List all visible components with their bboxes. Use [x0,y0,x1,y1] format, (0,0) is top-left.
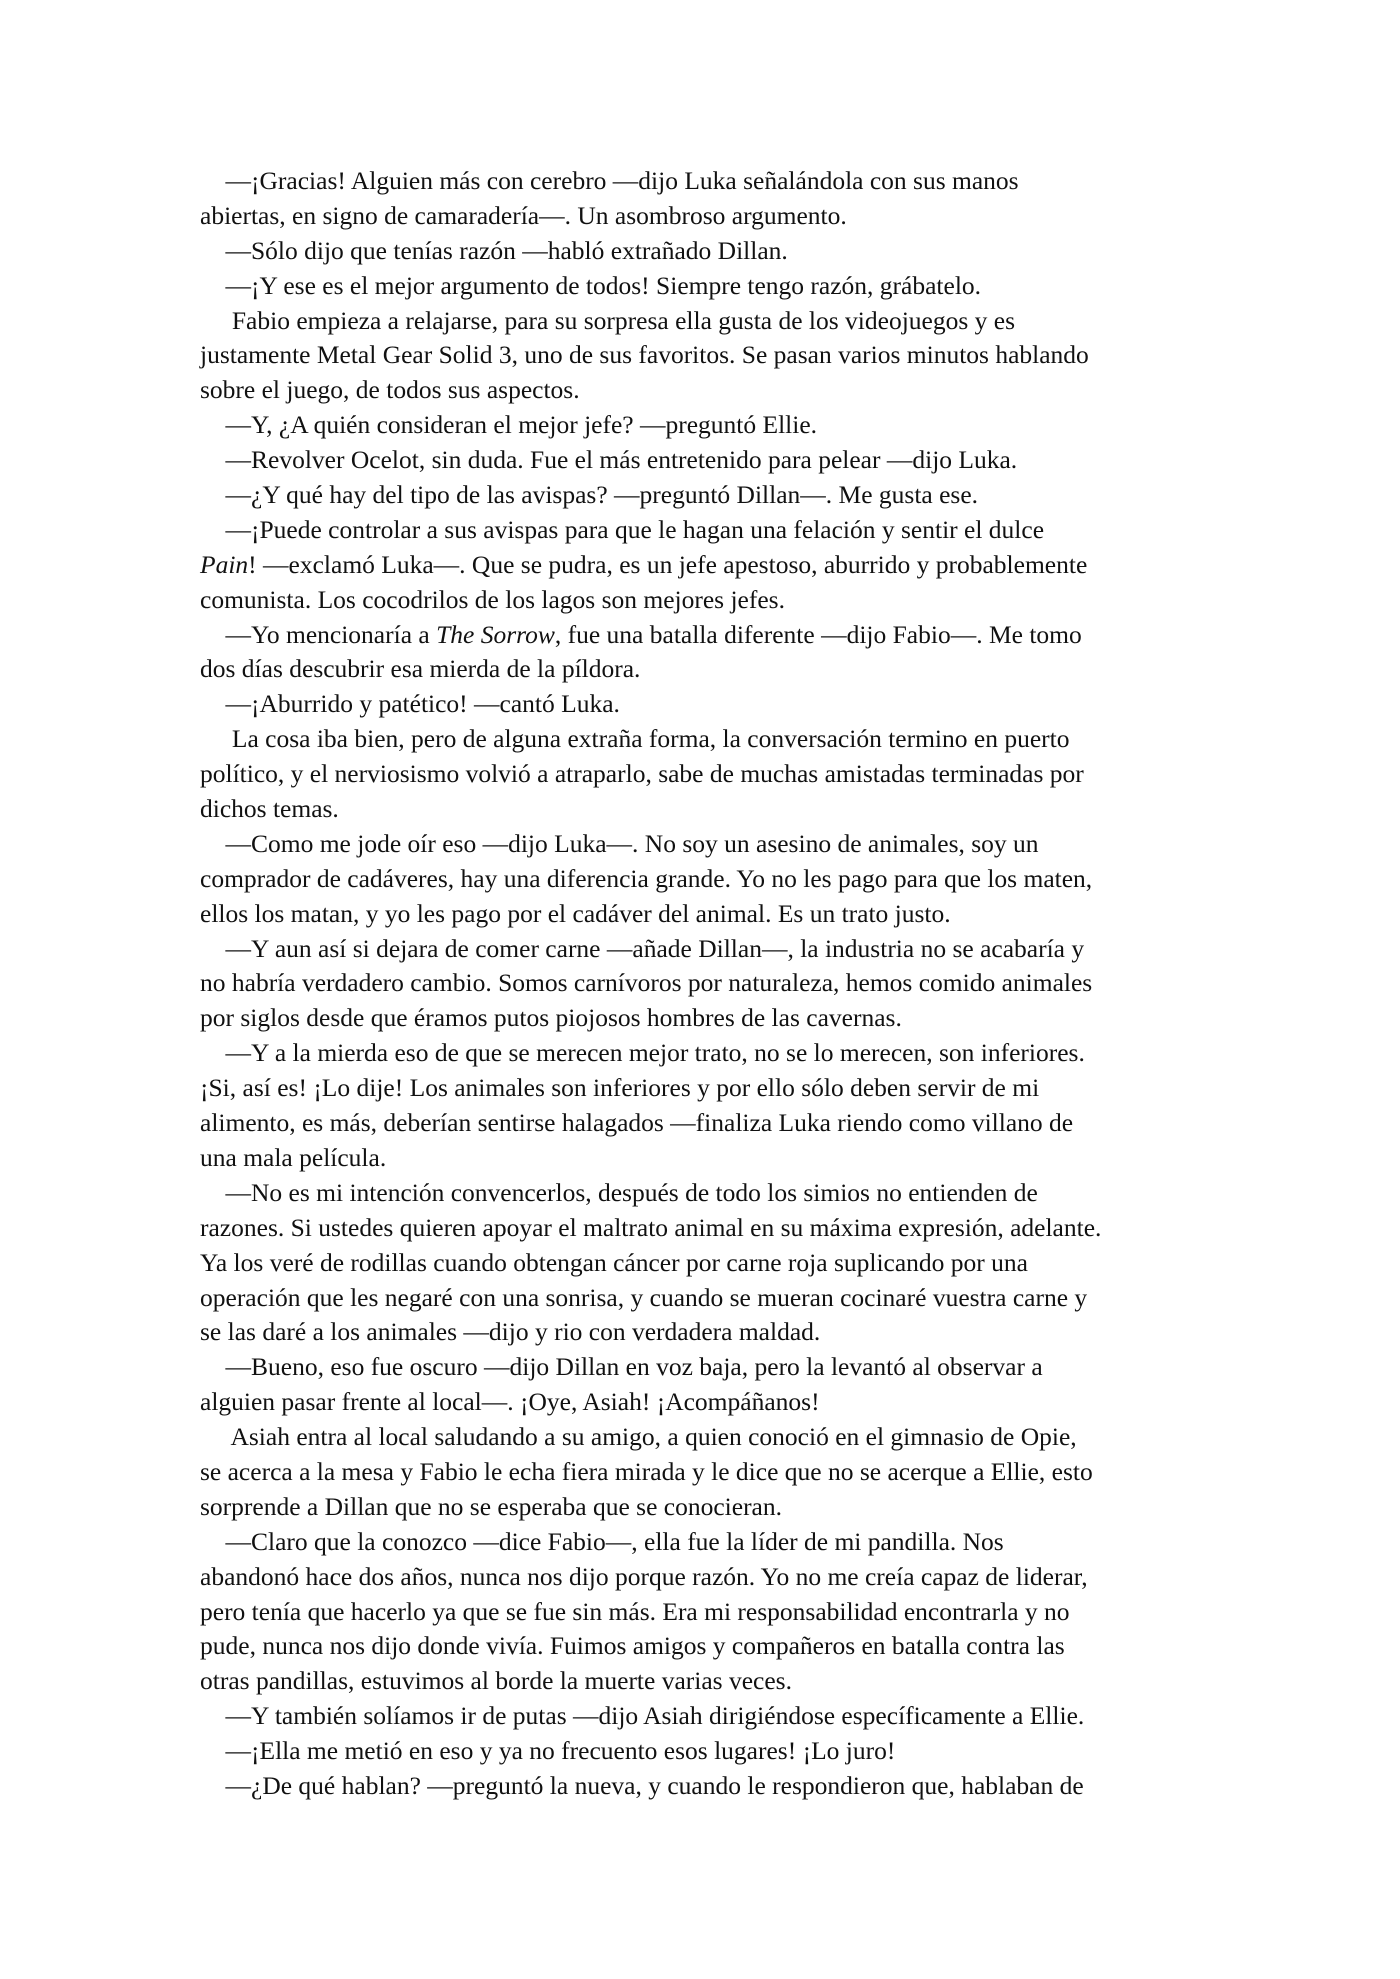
text-line: dos días descubrir esa mierda de la píldora. [200,654,641,684]
text-line: por siglos desde que éramos putos piojosos hombres de las cavernas. [200,1003,902,1033]
text-line: —¡Y ese es el mejor argumento de todos! Siempre tengo razón, grábatelo. [200,270,982,300]
text-line: dichos temas. [200,794,339,824]
text-line: Fabio empieza a relajarse, para su sorpresa ella gusta de los videojuegos y es [200,305,1016,335]
text-line: abiertas, en signo de camaradería—. Un asombroso argumento. [200,200,847,230]
text-line: —¡Aburrido y patético! —cantó Luka. [200,689,620,719]
text-line: justamente Metal Gear Solid 3, uno de sus favoritos. Se pasan varios minutos hablando [200,340,1089,370]
text-line: comunista. Los cocodrilos de los lagos son mejores jefes. [200,584,785,614]
text-line: —¡Ella me metió en eso y ya no frecuento esos lugares! ¡Lo juro! [200,1736,896,1766]
text-line [200,548,1200,583]
text-line: Ya los veré de rodillas cuando obtengan cáncer por carne roja suplicando por una [200,1247,1028,1277]
text-line-segment: —Yo mencionaría a [200,619,437,649]
text-line: Asiah entra al local saludando a su amigo, a quien conoció en el gimnasio de Opie, [200,1422,1077,1452]
text-line: —Y también solíamos ir de putas —dijo Asiah dirigiéndose específicamente a Ellie. [200,1701,1085,1731]
text-line: —Y, ¿A quién consideran el mejor jefe? —preguntó Ellie. [200,410,818,440]
text-line: —No es mi intención convencerlos, después de todo los simios no entienden de [200,1177,1038,1207]
text-line: político, y el nerviosismo volvió a atraparlo, sabe de muchas amistadas terminadas por [200,759,1084,789]
text-line: —Y a la mierda eso de que se merecen mejor trato, no se lo merecen, son inferiores. [200,1038,1085,1068]
body-text [200,164,1200,1804]
text-line: —Bueno, eso fue oscuro —dijo Dillan en voz baja, pero la levantó al observar a [200,1352,1043,1382]
text-line: pude, nunca nos dijo donde vivía. Fuimos amigos y compañeros en batalla contra las [200,1631,1065,1661]
text-line: —¡Gracias! Alguien más con cerebro —dijo Luka señalándola con sus manos [200,166,1019,195]
text-line: se acerca a la mesa y Fabio le echa fiera mirada y le dice que no se acerque a Ellie, esto [200,1456,1093,1486]
text-line: abandonó hace dos años, nunca nos dijo porque razón. Yo no me creía capaz de liderar, [200,1561,1088,1591]
text-line: operación que les negaré con una sonrisa, y cuando se mueran cocinaré vuestra carne y [200,1282,1088,1312]
italic-title: Pain [200,549,249,579]
italic-title: The Sorrow [436,619,555,649]
text-line: sobre el juego, de todos sus aspectos. [200,375,580,405]
text-line: ellos los matan, y yo les pago por el cadáver del animal. Es un trato justo. [200,898,951,928]
text-line: —Sólo dijo que tenías razón —habló extrañado Dillan. [200,235,788,265]
text-line: —¿Y qué hay del tipo de las avispas? —preguntó Dillan—. Me gusta ese. [200,480,979,510]
text-line: sorprende a Dillan que no se esperaba que se conocieran. [200,1491,783,1521]
text-line: —¡Puede controlar a sus avispas para que le hagan una felación y sentir el dulce [200,514,1045,544]
text-line: comprador de cadáveres, hay una diferencia grande. Yo no les pago para que los maten, [200,863,1093,893]
text-line: —¿De qué hablan? —preguntó la nueva, y cuando le respondieron que, hablaban de [200,1770,1084,1800]
text-line-segment: ! —exclamó Luka—. Que se pudra, es un jefe apestoso, aburrido y probablemente [248,549,1088,579]
text-line: se las daré a los animales —dijo y rio con verdadera maldad. [200,1317,821,1347]
text-line: —Claro que la conozco —dice Fabio—, ella fue la líder de mi pandilla. Nos [200,1526,1004,1556]
text-line: —Revolver Ocelot, sin duda. Fue el más entretenido para pelear —dijo Luka. [200,445,1018,475]
text-line: otras pandillas, estuvimos al borde la muerte varias veces. [200,1666,792,1696]
text-line: alguien pasar frente al local—. ¡Oye, Asiah! ¡Acompáñanos! [200,1387,820,1417]
text-line: una mala película. [200,1142,387,1172]
text-line: ¡Si, así es! ¡Lo dije! Los animales son inferiores y por ello sólo deben servir de mi [200,1073,1040,1103]
text-line: La cosa iba bien, pero de alguna extraña forma, la conversación termino en puerto [200,724,1070,754]
text-line: alimento, es más, deberían sentirse halagados —finaliza Luka riendo como villano de [200,1108,1074,1138]
text-line: —Como me jode oír eso —dijo Luka—. No soy un asesino de animales, soy un [200,828,1039,858]
text-line [200,618,1200,653]
text-line: —Y aun así si dejara de comer carne —añade Dillan—, la industria no se acabaría y [200,933,1085,963]
text-line-segment: , fue una batalla diferente —dijo Fabio—. Me tomo [554,619,1082,649]
text-line: razones. Si ustedes quieren apoyar el maltrato animal en su máxima expresión, adelante. [200,1212,1102,1242]
text-line: no habría verdadero cambio. Somos carnívoros por naturaleza, hemos comido animales [200,968,1093,998]
text-line: pero tenía que hacerlo ya que se fue sin más. Era mi responsabilidad encontrarla y no [200,1596,1070,1626]
